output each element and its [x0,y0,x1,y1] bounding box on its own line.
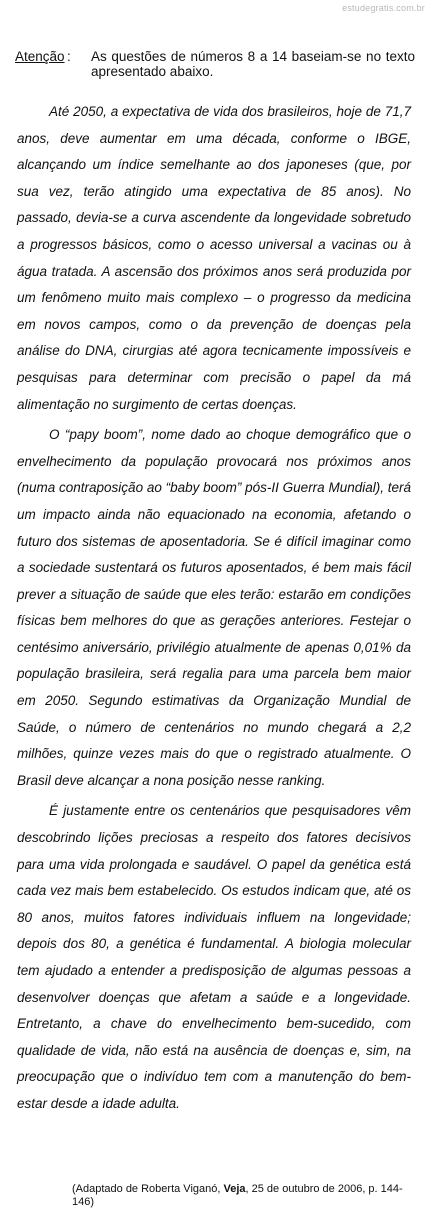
source-publication: Veja [223,1183,246,1195]
source-prefix: (Adaptado de Roberta Viganó, [72,1183,224,1195]
source-suffix: , 25 de outubro de 2006, p. 144-146) [72,1183,403,1208]
notice-label: Atenção [15,49,65,64]
notice-colon: : [67,49,71,64]
passage [17,99,411,1118]
watermark: estudegratis.com.br [342,3,425,13]
source-citation [72,1183,412,1209]
paragraph-3: É justamente entre os centenários que pesquisadores vêm descobrindo lições preciosas a respeito dos fatores decisivos para uma vida prolongada e saudável. O papel da genética está cada vez mais bem estabelecido. Os estudos indicam que, até os 80 anos, muitos fatores individuais influem na longevidade; depois dos 80, a genética é fundamental. A biologia molecular tem ajudado a entender a predisposição de algumas pessoas a desenvolver doenças que afetam a saúde e a longevidade. Entretanto, a chave do envelhecimento bem-sucedido, com qualidade de vida, não está na ausência de doenças e, sim, na preocupação que o indivíduo tem com a manutenção do bem-estar desde a idade adulta. [17,803,411,1111]
notice [15,49,415,79]
notice-text: As questões de números 8 a 14 baseiam-se no texto apresentado abaixo. [91,49,415,79]
paragraph-2: O “papy boom”, nome dado ao choque demográfico que o envelhecimento da população provocará nos próximos anos (numa contraposição ao “baby boom” pós-II Guerra Mundial), terá um impacto ainda não equacionado na economia, afetando o futuro dos sistemas de aposentadoria. Se é difícil imaginar como a sociedade sustentará os futuros aposentados, é bem mais fácil prever a situação de saúde que eles terão: estarão em condições físicas bem melhores do que as gerações anteriores. Festejar o centésimo aniversário, privilégio atualmente de apenas 0,01% da população brasileira, será regalia para uma parcela bem maior em 2050. Segundo estimativas da Organização Mundial de Saúde, o número de centenários no mundo chegará a 2,2 milhões, quinze vezes mais do que o registrado atualmente. O Brasil deve alcançar a nona posição nesse ranking. [17,427,411,788]
paragraph-1: Até 2050, a expectativa de vida dos brasileiros, hoje de 71,7 anos, deve aumentar em uma década, conforme o IBGE, alcançando um índice semelhante ao dos japoneses (que, por sua vez, terão atingido uma expectativa de 85 anos). No passado, devia-se a curva ascendente da longevidade sobretudo a progressos básicos, como o acesso universal a vacinas ou à água tratada. A ascensão dos próximos anos será produzida por um fenômeno muito mais complexo – o progresso da medicina em novos campos, como o da prevenção de doenças pela análise do DNA, cirurgias até agora tecnicamente impossíveis e pesquisas para determinar com precisão o papel da má alimentação no surgimento de certas doenças. [17,104,411,412]
